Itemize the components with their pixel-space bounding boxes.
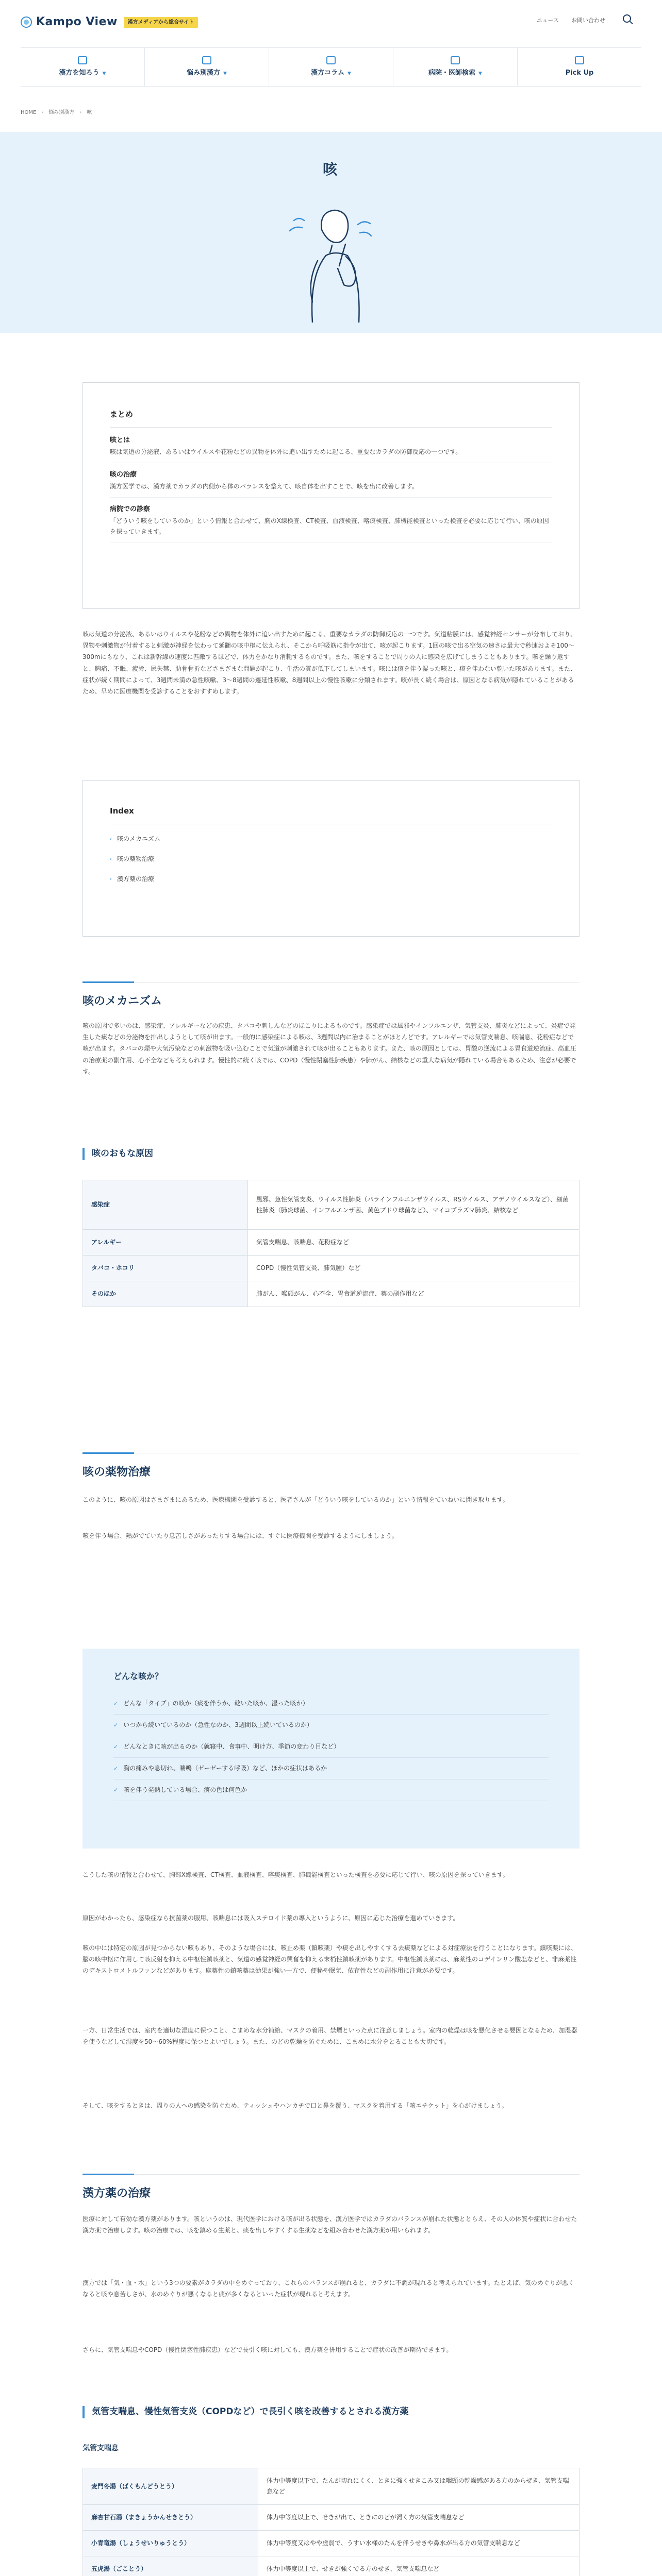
breadcrumb-separator: › bbox=[79, 110, 82, 115]
page-title: 咳 bbox=[322, 161, 339, 178]
list-item bbox=[113, 1693, 549, 1715]
nav-label: 漢方を知ろう bbox=[59, 69, 100, 77]
table-key: 小青竜湯（しょうせいりゅうとう） bbox=[83, 2531, 258, 2556]
check-icon: ✓ bbox=[113, 1700, 119, 1707]
chevron-right-icon: › bbox=[110, 876, 112, 882]
breadcrumb-current: 咳 bbox=[87, 110, 92, 115]
section-title: 咳の薬物治療 bbox=[82, 1466, 151, 1479]
logo-mark-icon bbox=[21, 16, 32, 28]
drug-text-7: そして、咳をするときは、周りの人への感染を防ぐため、ティッシュやハンカチで口と鼻を覆う、マスクを着用する「咳エチケット」を心がけましょう。 bbox=[82, 2102, 508, 2109]
summary-title: まとめ bbox=[110, 408, 552, 428]
hero bbox=[0, 132, 662, 333]
list-item bbox=[113, 1715, 549, 1736]
table-value: 風邪、急性気管支炎、ウイルス性肺炎（パラインフルエンザウイルス、RSウイルス、アデノウイルスなど）、細菌性肺炎（肺炎球菌、インフルエンザ菌、黄色ブドウ球菌など）、マイコプラズマ肺炎、結核など bbox=[248, 1180, 580, 1230]
summary-text: 漢方医学では、漢方薬でカラダの内側から体のバランスを整えて、咳自体を出すことで、咳を出に改善します。 bbox=[110, 481, 552, 498]
breadcrumb-home[interactable]: HOME bbox=[21, 110, 37, 115]
star-icon bbox=[575, 56, 584, 64]
nav-item-column[interactable] bbox=[269, 48, 393, 86]
check-icon: ✓ bbox=[113, 1721, 119, 1728]
table-value: 体力中等度又はやや虚弱で、うすい水様のたんを伴うせきや鼻水が出る方の気管支喘息など bbox=[258, 2531, 580, 2556]
table-row bbox=[83, 1230, 580, 1256]
column-icon bbox=[326, 56, 336, 64]
list-item bbox=[113, 1736, 549, 1758]
table-value: 体力中等度以上で、せきが出て、ときにのどが渇く方の気管支喘息など bbox=[258, 2505, 580, 2531]
chevron-down-icon: ▼ bbox=[478, 71, 482, 76]
table-of-contents bbox=[82, 780, 580, 937]
nav-item-kampo-basics[interactable] bbox=[21, 48, 145, 86]
mechanism-text: 咳の原因で多いのは、感染症、アレルギーなどの疾患、タバコや刺しんなどのほこりによるものです。感染症では風邪やインフルエンザ、気管支炎、肺炎などによって、炎症で発生した痰などの分泌物を排出しようとして咳が出ます。一般的に感染症による咳は、3週間以内に治まることがほとんどです。アレルギーでは気管支喘息、咳喘息、花粉症などで咳が出ます。タバコの煙や大気汚染などの刺激物を吸い込むことで気道が刺激されて咳が出ることもあります。また、咳の原因としては、胃酸の逆流による胃食道逆流症、高血圧の治療薬の副作用、心不全なども考えられます。慢性的に続く咳では、COPD（慢性閉塞性肺疾患）や肺がん、結核などの重大な病気が隠れている場合もあるため、注意が必要です。 bbox=[82, 1022, 576, 1075]
header-link-contact[interactable]: お問い合わせ bbox=[571, 17, 605, 24]
breadcrumb-symptoms[interactable]: 悩み別漢方 bbox=[48, 110, 75, 115]
check-icon: ✓ bbox=[113, 1743, 119, 1750]
section-heading-mechanism bbox=[82, 982, 580, 1012]
summary-text: 咳は気道の分泌液、あるいはウイルスや花粉などの異物を体外に追い出すために起こる、重要なカラダの防御反応の一つです。 bbox=[110, 447, 552, 463]
nav-label: 悩み別漢方 bbox=[187, 69, 221, 77]
header-link-news[interactable]: ニュース bbox=[536, 17, 559, 24]
list-item-text: どんな「タイプ」の咳か（痰を伴うか、乾いた咳か、湿った咳か） bbox=[123, 1700, 309, 1707]
symptom-icon bbox=[202, 56, 211, 64]
summary-heading: 病院での診察 bbox=[110, 505, 151, 513]
site-logo[interactable] bbox=[21, 12, 198, 32]
list-item-text: 胸の痛みや息切れ、喘鳴（ゼーゼーする呼吸）など、ほかの症状はあるか bbox=[123, 1765, 327, 1772]
section-heading-kampo bbox=[82, 2174, 580, 2204]
chevron-down-icon: ▼ bbox=[223, 71, 227, 76]
breadcrumb-separator: › bbox=[41, 110, 44, 115]
check-icon: ✓ bbox=[113, 1765, 119, 1772]
header-links bbox=[537, 15, 605, 25]
asthma-kampo-table bbox=[82, 2468, 580, 2576]
logo-text: Kampo View bbox=[36, 15, 118, 28]
book-icon bbox=[78, 56, 87, 64]
table-row bbox=[83, 1256, 580, 1281]
question-box-title: どんな咳か？ bbox=[113, 1671, 163, 1681]
table-key: アレルギー bbox=[83, 1230, 248, 1256]
kampo-text-1: 医療に対して有効な漢方薬があります。咳というのは、現代医学における咳が出る状態を、漢方医学ではカラダのバランスが崩れた状態ととらえ、その人の体質や症状に合わせた漢方薬で治療します。咳の治療では、咳を鎮める生薬と、痰を出しやすくする生薬などを組み合わせた漢方薬が用いられます。 bbox=[82, 2215, 577, 2234]
table-value: 気管支喘息、咳喘息、花粉症など bbox=[248, 1230, 580, 1256]
kampo-text-2: 漢方では「気・血・水」という3つの要素がカラダの中をめぐっており、これらのバランスが崩れると、カラダに不調が現れると考えられています。たとえば、気のめぐりが悪くなると咳や息苦しさが、水のめぐりが悪くなると痰が多くなるといった症状が現れると考えます。 bbox=[82, 2279, 574, 2298]
nav-label: 漢方コラム bbox=[311, 69, 344, 77]
list-item-text: どんなときに咳が出るのか（就寝中、食事中、明け方、季節の変わり目など） bbox=[123, 1743, 340, 1750]
chevron-right-icon: › bbox=[110, 836, 112, 842]
list-item bbox=[113, 1758, 549, 1780]
table-row bbox=[83, 2505, 580, 2531]
nav-item-symptoms[interactable] bbox=[145, 48, 269, 86]
section-heading-drug bbox=[82, 1453, 580, 1483]
check-icon: ✓ bbox=[113, 1786, 119, 1793]
index-link-mechanism[interactable] bbox=[110, 834, 552, 844]
summary-heading: 咳の治療 bbox=[110, 471, 137, 479]
table-value: COPD（慢性気管支炎、肺気腫）など bbox=[248, 1256, 580, 1281]
chevron-down-icon: ▼ bbox=[347, 71, 351, 76]
summary-text: 「どういう咳をしているのか」という情報と合わせて、胸のX線検査、CT検査、血液検査、喀痰検査、肺機能検査といった検査を必要に応じて行い、咳の原因を探っていきます。 bbox=[110, 516, 552, 543]
table-key: そのほか bbox=[83, 1281, 248, 1307]
index-link-drug[interactable] bbox=[110, 854, 552, 865]
table-row bbox=[83, 2556, 580, 2576]
table-row bbox=[83, 2468, 580, 2505]
kampo-text-3: さらに、気管支喘息やCOPD（慢性閉塞性肺疾患）などで長引く咳に対しても、漢方薬を併用することで症状の改善が期待できます。 bbox=[82, 2346, 453, 2353]
nav-item-pickup[interactable] bbox=[518, 48, 641, 86]
list-item bbox=[113, 1780, 549, 1801]
index-title: Index bbox=[110, 804, 552, 824]
table-row bbox=[83, 2531, 580, 2556]
table-row bbox=[83, 1281, 580, 1307]
table-key: 五虎湯（ごことう） bbox=[83, 2556, 258, 2576]
drug-text-5: 咳の中には特定の原因が見つからない咳もあり、そのような場合には、咳止め薬（鎮咳薬）や痰を出しやすくする去痰薬などによる対症療法を行うことになります。鎮咳薬には、脳の咳中枢に作用して咳反射を抑える中枢性鎮咳薬と、気道の感覚神経の興奮を抑える末梢性鎮咳薬があります。中枢性鎮咳薬には、麻薬性のコデインリン酸塩などと、非麻薬性のデキストロメトルファンなどがあります。麻薬性の鎮咳薬は効果が強い一方で、便秘や眠気、依存性などの副作用に注意が必要です。 bbox=[82, 1944, 577, 1975]
nav-label: 病院・医師検索 bbox=[428, 69, 476, 77]
site-header bbox=[0, 0, 662, 37]
global-nav bbox=[21, 47, 641, 87]
list-item-text: 咳を伴う発熱している場合、痰の色は何色か bbox=[123, 1786, 247, 1793]
summary-heading: 咳とは bbox=[110, 436, 130, 445]
table-key: 麦門冬湯（ばくもんどうとう） bbox=[83, 2468, 258, 2505]
section-title: 漢方薬の治療 bbox=[82, 2187, 151, 2200]
table-value: 肺がん、喉頭がん、心不全、胃食道逆流症、薬の副作用など bbox=[248, 1281, 580, 1307]
drug-text-2: 咳を伴う場合、熱がでていたり息苦しさがあったりする場合には、すぐに医療機関を受診するようにしましょう。 bbox=[82, 1532, 398, 1539]
drug-text-3: こうした咳の情報と合わせて、胸部X線検査、CT検査、血液検査、喀痰検査、肺機能検査といった検査を必要に応じて行い、咳の原因を探っていきます。 bbox=[82, 1871, 509, 1878]
causes-table bbox=[82, 1180, 580, 1307]
logo-badge: 漢方メディアから総合サイト bbox=[124, 17, 198, 28]
drug-text-4: 原因がわかったら、感染症なら抗菌薬の服用、咳喘息には吸入ステロイド薬の導入というように、原因に応じた治療を進めていきます。 bbox=[82, 1914, 459, 1922]
intro-text: 咳は気道の分泌液、あるいはウイルスや花粉などの異物を体外に追い出すために起こる、重要なカラダの防御反応の一つです。気道粘膜には、感覚神経センサーが分布しており、異物や刺激物が付着すると刺激が神経を伝わって延髄の咳中枢に伝えられ、そこから呼吸筋に指令が出て、咳が起こります。1回の咳で出る空気の速さは最大で秒速およそ100～300mにもなり、これは新幹線の速度に匹敵するほどで、体力をかなり消耗するものです。また、咳をすることで周りの人に感染を広げてしまうこともあります。咳を繰り返すと、胸痛、不眠、疲労、尿失禁、肋骨骨折などさまざまな問題が起こり、生活の質が低下してしまいます。咳には痰を伴う湿った咳と、痰を伴わない乾いた咳があります。また、症状が続く期間によって、3週間未満の急性咳嗽、3～8週間の遷延性咳嗽、8週間以上の慢性咳嗽に分類されます。咳が長く続く場合は、原因となる病気が隠れていることがあるため、早めに医療機関を受診することをおすすめします。 bbox=[82, 631, 577, 695]
question-box bbox=[82, 1649, 580, 1849]
index-link-kampo[interactable] bbox=[110, 874, 552, 885]
summary-box bbox=[82, 382, 580, 609]
nav-item-hospital-search[interactable] bbox=[393, 48, 518, 86]
subheading-asthma: 気管支喘息 bbox=[82, 2444, 119, 2452]
table-key: 麻杏甘石湯（まきょうかんせきとう） bbox=[83, 2505, 258, 2531]
nav-label: Pick Up bbox=[565, 69, 594, 77]
section-title: 咳のメカニズム bbox=[82, 995, 162, 1008]
breadcrumb bbox=[21, 108, 92, 117]
hospital-icon bbox=[451, 56, 460, 64]
subheading-causes: 咳のおもな原因 bbox=[82, 1148, 580, 1160]
chevron-right-icon: › bbox=[110, 856, 112, 862]
table-key: 感染症 bbox=[83, 1180, 248, 1230]
drug-text-1: このように、咳の原因はさまざまにあるため、医療機関を受診すると、医者さんが「どういう咳をしているのか」という情報をていねいに聞き取ります。 bbox=[82, 1496, 509, 1503]
list-item-text: いつから続いているのか（急性なのか、3週間以上続いているのか） bbox=[123, 1721, 313, 1728]
table-value: 体力中等度以下で、たんが切れにくく、ときに強くせきこみ又は咽頭の乾燥感がある方のからぜき、気管支喘息など bbox=[258, 2468, 580, 2505]
index-link-label: 咳の薬物治療 bbox=[117, 855, 155, 863]
table-value: 体力中等度以上で、せきが強くでる方のせき、気管支喘息など bbox=[258, 2556, 580, 2576]
table-key: タバコ・ホコリ bbox=[83, 1256, 248, 1281]
index-link-label: 漢方薬の治療 bbox=[117, 875, 155, 883]
index-link-label: 咳のメカニズム bbox=[117, 835, 161, 843]
table-row bbox=[83, 1180, 580, 1230]
chevron-down-icon: ▼ bbox=[102, 71, 106, 76]
drug-text-6: 一方、日常生活では、室内を適切な湿度に保つこと、こまめな水分補給、マスクの着用、禁煙といった点に注意しましょう。室内の乾燥は咳を悪化させる要因となるため、加湿器を使うなどして湿度を50～60%程度に保つとよいでしょう。また、のどの乾燥を防ぐために、こまめに水分をとることも大切です。 bbox=[82, 2027, 577, 2046]
search-icon[interactable] bbox=[623, 14, 631, 23]
subheading-kampo-list: 気管支喘息、慢性気管支炎（COPDなど）で長引く咳を改善するとされる漢方薬 bbox=[82, 2406, 580, 2418]
coughing-person-illustration bbox=[282, 194, 385, 323]
